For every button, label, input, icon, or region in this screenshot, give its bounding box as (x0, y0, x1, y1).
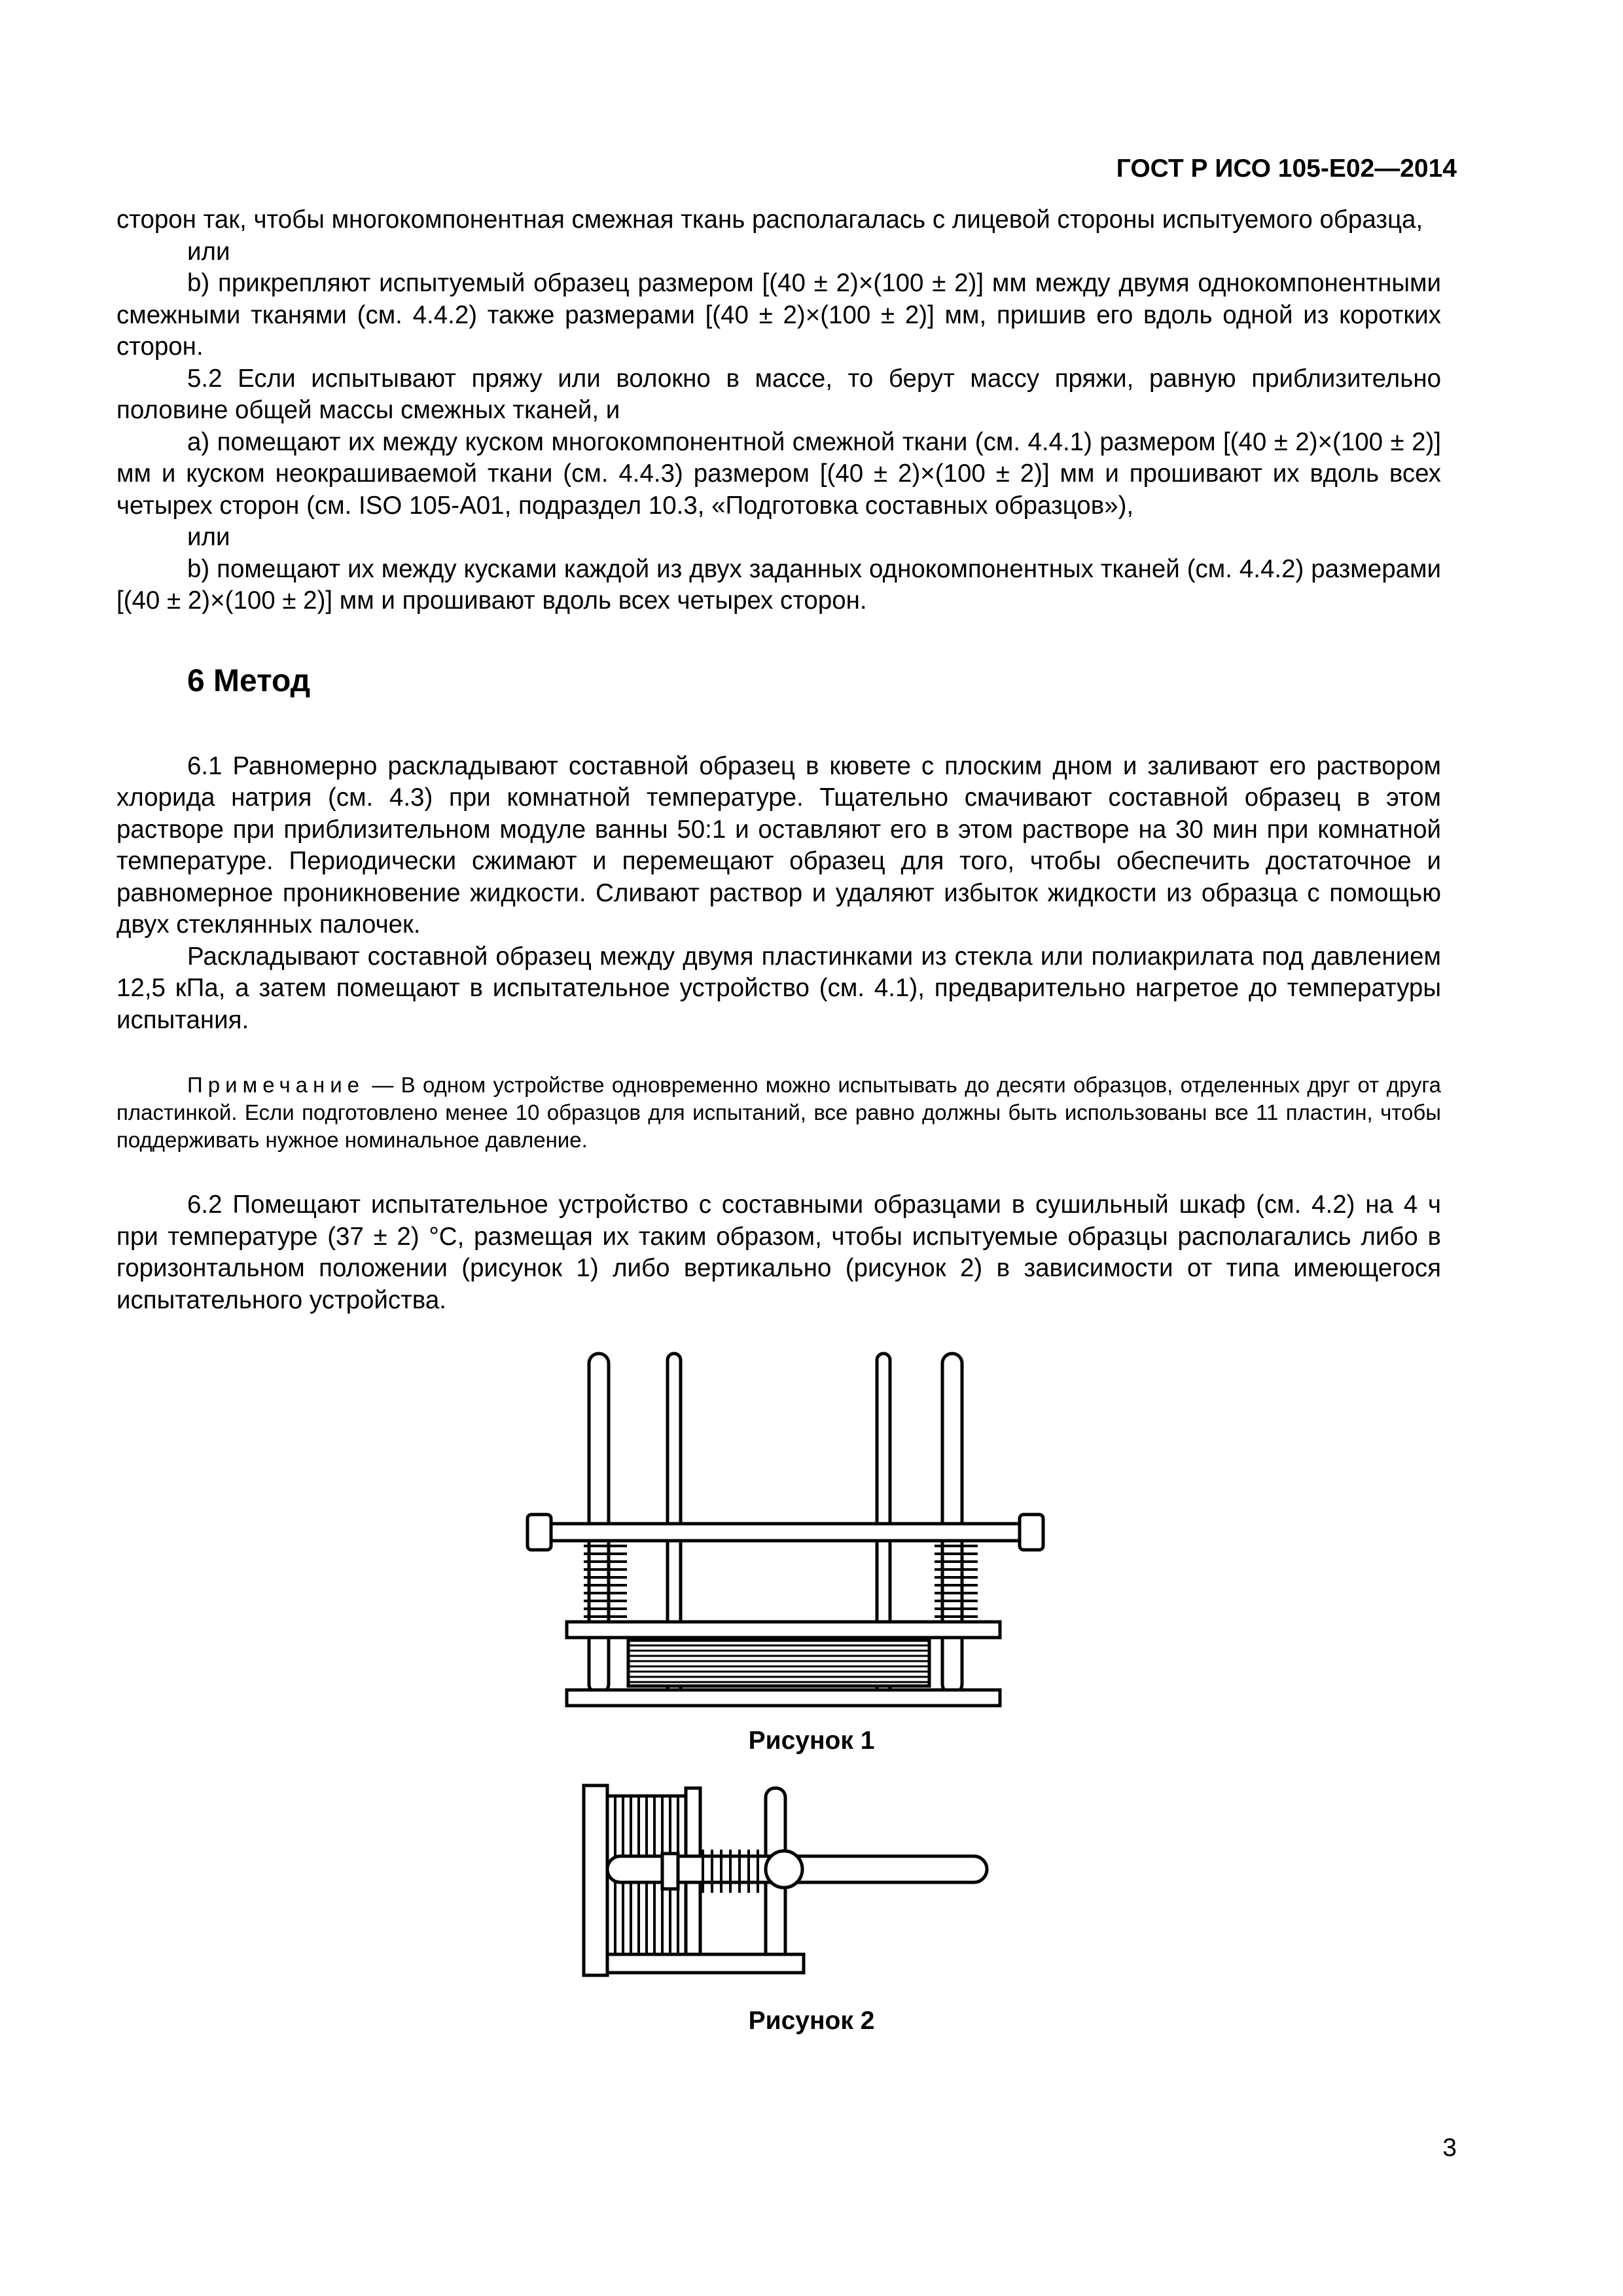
paragraph: b) помещают их между кусками каждой из двух заданных однокомпонентных тканей (см. 4.4.2) размерами [(40 ± 2)×(100 ± 2)] мм и прошивают вдоль всех четырех сторон. (116, 554, 1441, 615)
note-text: — В одном устройстве одновременно можно испытывать до десяти образцов, отделенных друг от друга пластинкой. Если подготовлено менее 10 образцов для испытаний, все равно должны быть использованы все 11 пластин, чтобы поддерживать нужное номинальное давление. (116, 1073, 1441, 1152)
figure-2-caption: Рисунок 2 (748, 2007, 875, 2035)
note-label: Примечание (187, 1073, 365, 1097)
paragraph: b) прикрепляют испытуемый образец размером [(40 ± 2)×(100 ± 2)] мм между двумя однокомпонентными смежными тканями (см. 4.4.2) также размерами [(40 ± 2)×(100 ± 2)] мм, пришив его вдоль одной из коротких сторон. (116, 269, 1441, 361)
figure-2-drawing (576, 1779, 995, 1995)
paragraph: сторон так, чтобы многокомпонентная смежная ткань располагалась с лицевой стороны испытуемого образца, (116, 206, 1423, 234)
paragraph: 6.1 Равномерно раскладывают составной образец в кювете с плоским дном и заливают его раствором хлорида натрия (см. 4.3) при комнатной температуре. Тщательно смачивают составной образец в этом растворе при приблизительном модуле ванны 50:1 и оставляют его в этом растворе на 30 мин при комнатной температуре. Периодически сжимают и перемещают образец для того, чтобы обеспечить достаточное и равномерное проникновение жидкости. Сливают раствор и удаляют избыток жидкости из образца с помощью двух стеклянных палочек. (116, 751, 1441, 939)
note (116, 1071, 1441, 1154)
paragraph: Раскладывают составной образец между двумя пластинками из стекла или полиакрилата под давлением 12,5 кПа, а затем помещают в испытательное устройство (см. 4.1), предварительно нагретое до температуры испытания. (116, 942, 1441, 1034)
paragraph: а) помещают их между куском многокомпонентной смежной ткани (см. 4.4.1) размером [(40 ± 2)×(100 ± 2)] мм и куском неокрашиваемой ткани (см. 4.4.3) размером [(40 ± 2)×(100 ± 2)] мм и прошивают их вдоль всех четырех сторон (см. ISO 105-A01, подраздел 10.3, «Подготовка составных образцов»), (116, 427, 1441, 520)
page-number: 3 (1442, 2134, 1457, 2162)
document-header: ГОСТ Р ИСО 105-E02—2014 (1116, 154, 1457, 183)
figure-1-drawing (524, 1348, 1060, 1715)
paragraph-or: или (187, 523, 230, 551)
section-heading: 6 Метод (187, 663, 311, 698)
paragraph: 6.2 Помещают испытательное устройство с составными образцами в сушильный шкаф (см. 4.2) на 4 ч при температуре (37 ± 2) °C, размещая их таким образом, чтобы испытуемые образцы располагались либо в горизонтальном положении (рисунок 1) либо вертикально (рисунок 2) в зависимости от типа имеющегося испытательного устройства. (116, 1191, 1441, 1314)
figure-1-caption: Рисунок 1 (748, 1727, 875, 1755)
text-body (116, 204, 1441, 1316)
paragraph: 5.2 Если испытывают пряжу или волокно в массе, то берут массу пряжи, равную приблизительно половине общей массы смежных тканей, и (116, 364, 1441, 424)
paragraph-or: или (187, 237, 230, 266)
